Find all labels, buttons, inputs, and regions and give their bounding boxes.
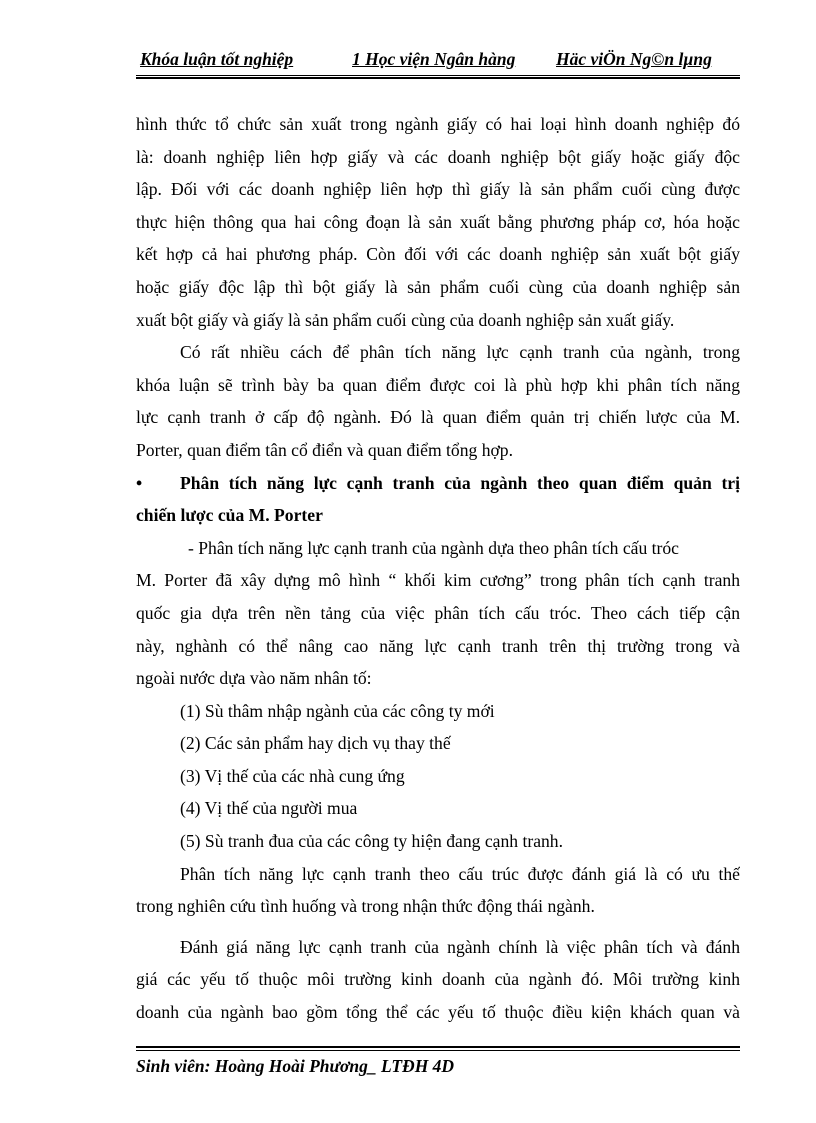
text-line: - Phân tích năng lực cạnh tranh của ngành dựa theo phân tích cấu tróc [188,537,679,558]
text-line: Phân tích năng lực cạnh tranh theo cấu trúc được đánh giá là có ưu thế [180,863,740,884]
text-line: ngoài nước dựa vào năm nhân tố: [136,668,372,689]
header-thesis-title: Khóa luận tốt nghiệp [140,49,294,69]
header-institution-garbled: Häc viÖn Ng©n lµng [556,49,712,69]
list-item: (3) Vị thế của các nhà cung ứng [180,765,405,786]
header-rule-thin [136,75,740,76]
footer-rule-thin [136,1050,740,1051]
text-line: thực hiện thông qua hai công đoạn là sản xuất bằng phương pháp cơ, hóa hoặc [136,211,740,232]
page-footer: Sinh viên: Hoàng Hoài Phương_ LTĐH 4D [136,1056,455,1076]
text-line: Porter, quan điểm tân cổ điển và quan điểm tổng hợp. [136,439,514,460]
list-item: (4) Vị thế của người mua [180,798,358,819]
text-line: kết hợp cả hai phương pháp. Còn đối với các doanh nghiệp sản xuất bột giấy [136,244,740,265]
list-item: (2) Các sản phẩm hay dịch vụ thay thế [180,733,451,754]
footer-rule-thick [136,1046,740,1048]
page-header [136,47,740,73]
text-line: này, nghành có thể nâng cao năng lực cạnh tranh trên thị trường trong và [136,635,740,656]
factor-list [136,695,740,858]
text-line: chiến lược của M. Porter [136,505,323,526]
document-body [136,108,740,1029]
text-line: hoặc giấy độc lập thì bột giấy là sản phẩm cuối cùng của doanh nghiệp sản [136,276,740,297]
text-line: doanh của ngành bao gồm tổng thể các yếu tố thuộc điều kiện khách quan và [136,1002,740,1023]
text-line: quốc gia dựa trên nền tảng của việc phân tích cấu tróc. Theo cách tiếp cận [136,602,740,623]
text-line: khóa luận sẽ trình bày ba quan điểm được coi là phù hợp khi phân tích năng [136,374,740,395]
text-line: Có rất nhiều cách để phân tích năng lực cạnh tranh của ngành, trong [180,342,740,363]
paragraph-2 [136,336,740,466]
paragraph-3 [136,532,740,695]
text-line: M. Porter đã xây dựng mô hình “ khối kim cương” trong phân tích cạnh tranh [136,570,740,591]
header-rule-thick [136,77,740,79]
list-item: (1) Sù thâm nhập ngành của các công ty mới [180,700,495,721]
text-line: trong nghiên cứu tình huống và trong nhận thức động thái ngành. [136,896,595,917]
bullet-heading [136,467,740,532]
paragraph-4 [136,858,740,923]
list-item: (5) Sù tranh đua của các công ty hiện đang cạnh tranh. [180,831,564,852]
bullet-icon: • [136,472,143,493]
text-line: Phân tích năng lực cạnh tranh của ngành theo quan điểm quản trị [180,472,740,493]
text-line: lập. Đối với các doanh nghiệp liên hợp thì giấy là sản phẩm cuối cùng được [136,179,740,200]
header-institution: 1 Học viện Ngân hàng [352,49,516,69]
paragraph-5 [136,931,740,1029]
text-line: Đánh giá năng lực cạnh tranh của ngành chính là việc phân tích và đánh [180,936,740,957]
paragraph-1 [136,108,740,336]
text-line: xuất bột giấy và giấy là sản phẩm cuối cùng của doanh nghiệp sản xuất giấy. [136,309,675,330]
text-line: hình thức tổ chức sản xuất trong ngành giấy có hai loại hình doanh nghiệp đó [136,114,740,134]
text-line: là: doanh nghiệp liên hợp giấy và các doanh nghiệp bột giấy hoặc giấy độc [136,146,740,167]
text-line: giá các yếu tố thuộc môi trường kinh doanh của ngành đó. Môi trường kinh [136,969,740,990]
text-line: lực cạnh tranh ở cấp độ ngành. Đó là quan điểm quản trị chiến lược của M. [136,407,740,428]
bullet-heading-line [136,467,740,500]
